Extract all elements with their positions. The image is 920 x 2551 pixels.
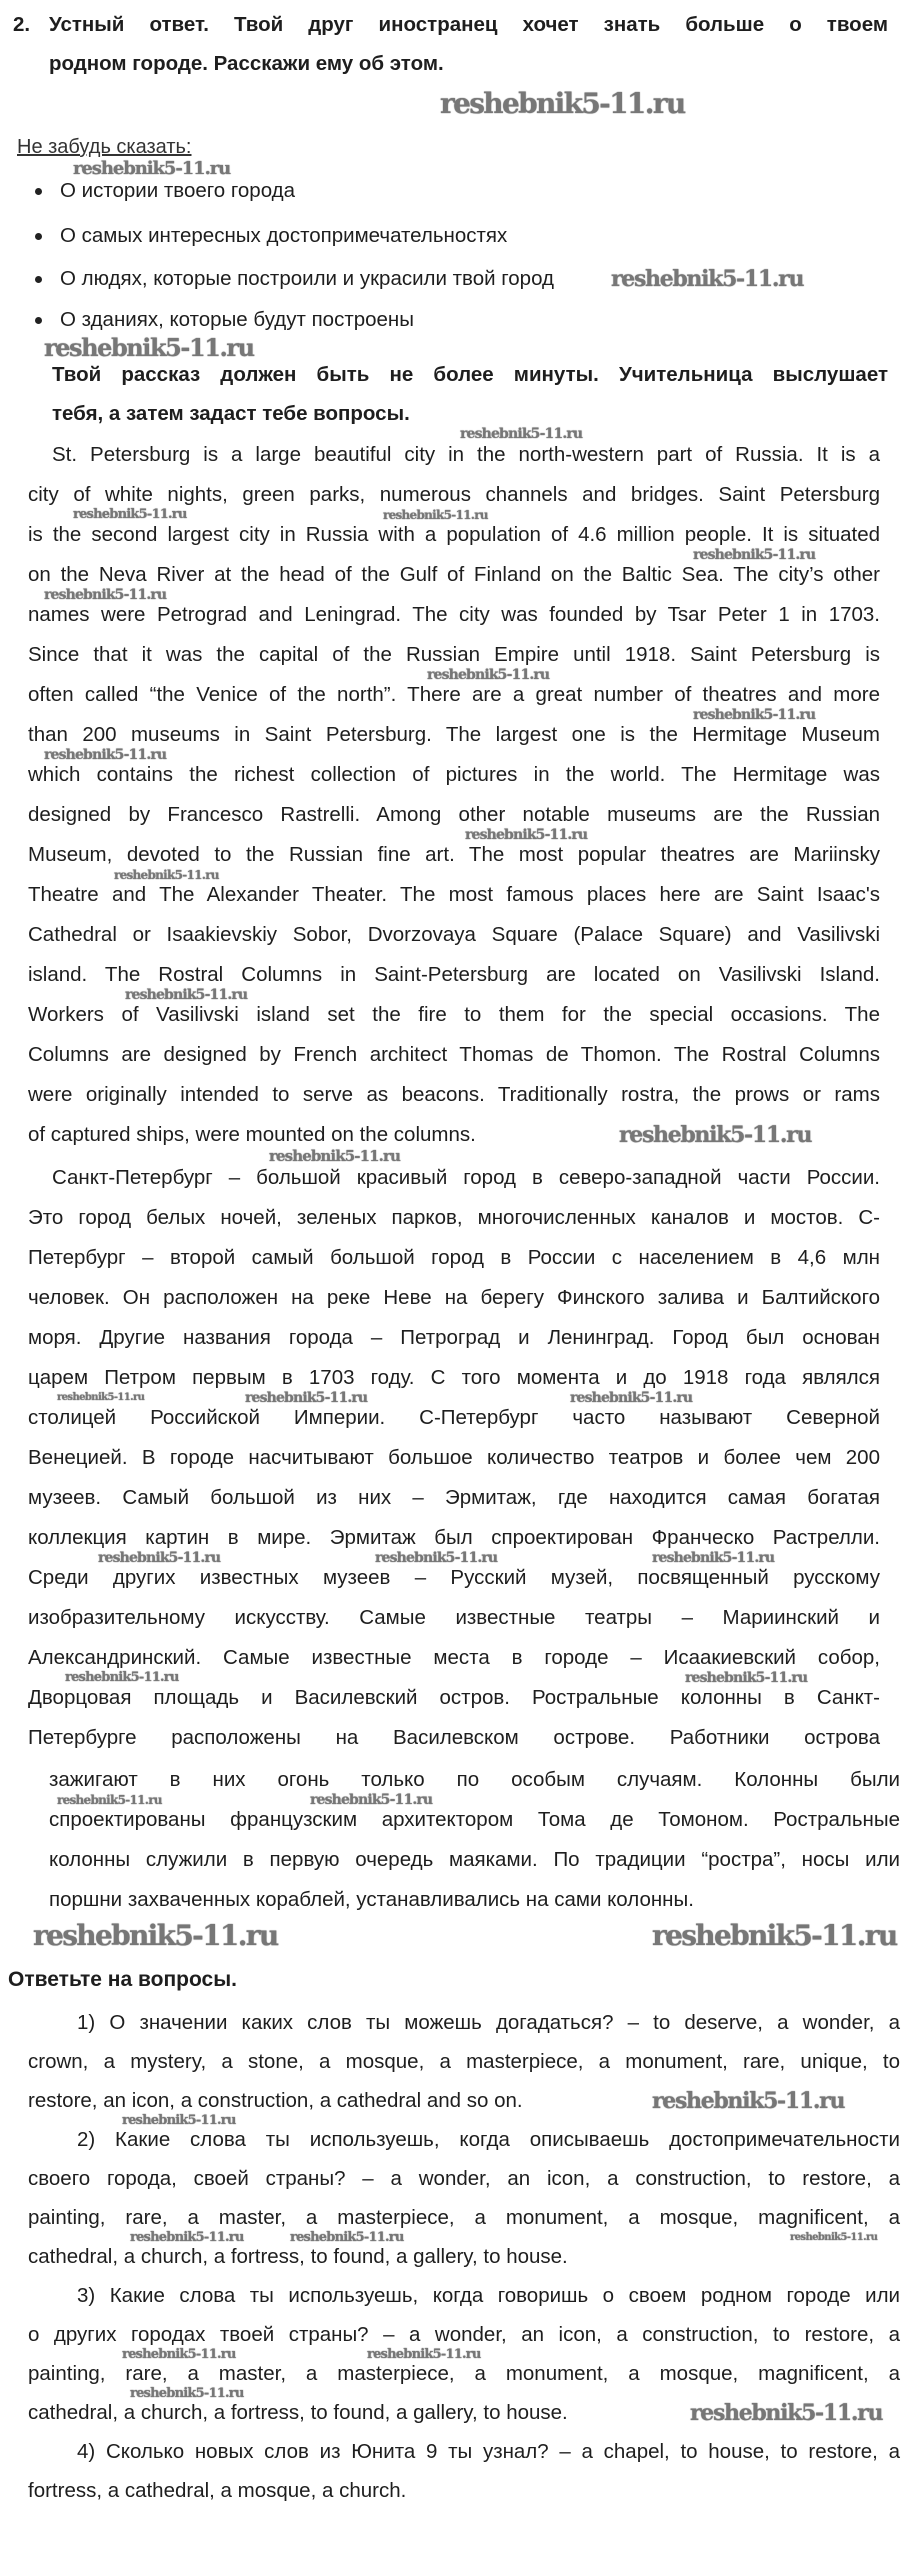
instruction-line: Твой рассказ должен быть не более минуты. Учительница выслушает (52, 363, 888, 386)
english-text-line: city of white nights, green parks, numerous channels and bridges. Saint Petersburg (28, 483, 880, 506)
watermark-logo: reshebnik5-11.ru (619, 1122, 812, 1148)
watermark-logo: reshebnik5-11.ru (33, 1919, 278, 1952)
watermark-logo: reshebnik5-11.ru (114, 868, 219, 882)
watermark-logo: reshebnik5-11.ru (57, 1392, 145, 1403)
russian-text-line: Санкт-Петербург – большой красивый город в северо-западной части России. (52, 1166, 880, 1189)
english-text-line: designed by Francesco Rastrelli. Among other notable museums are the Russian (28, 803, 880, 826)
english-text-line: were originally intended to serve as beacons. Traditionally rostra, the prows or rams (28, 1083, 880, 1106)
english-text-line: which contains the richest collection of pictures in the world. The Hermitage was (28, 763, 880, 786)
watermark-logo: reshebnik5-11.ru (427, 667, 550, 683)
watermark-logo: reshebnik5-11.ru (693, 547, 816, 563)
watermark-logo: reshebnik5-11.ru (690, 2400, 883, 2426)
watermark-logo: reshebnik5-11.ru (685, 1670, 808, 1686)
question-line: painting, rare, a master, a masterpiece, a monument, a mosque, magnificent, a (28, 2362, 900, 2385)
watermark-logo: reshebnik5-11.ru (652, 2088, 845, 2114)
russian-text-line: Это город белых ночей, зеленых парков, многочисленных каналов и мостов. С- (28, 1206, 880, 1229)
english-text-line: of captured ships, were mounted on the columns. (28, 1123, 476, 1146)
english-text-line: is the second largest city in Russia with a population of 4.6 million people. It is situated (28, 523, 880, 546)
watermark-logo: reshebnik5-11.ru (73, 158, 231, 179)
russian-text-line: Венецией. В городе насчитывают большое количество театров и более чем 200 (28, 1446, 880, 1469)
question-line: 2) Какие слова ты используешь, когда описываешь достопримечательности (77, 2128, 900, 2151)
question-line: 1) О значении каких слов ты можешь догадаться? – to deserve, a wonder, a (77, 2011, 900, 2034)
watermark-logo: reshebnik5-11.ru (693, 707, 816, 723)
russian-text-line: коллекция картин в мире. Эрмитаж был спроектирован Франческо Растрелли. (28, 1526, 880, 1549)
watermark-logo: reshebnik5-11.ru (122, 2347, 236, 2362)
question-line: cathedral, a church, a fortress, to found, a gallery, to house. (28, 2245, 568, 2268)
watermark-logo: reshebnik5-11.ru (375, 1550, 498, 1566)
question-line: restore, an icon, a construction, a cathedral and so on. (28, 2089, 523, 2112)
watermark-logo: reshebnik5-11.ru (130, 2230, 244, 2245)
instruction-line: тебя, а затем задаст тебе вопросы. (52, 402, 410, 425)
watermark-logo: reshebnik5-11.ru (367, 2347, 481, 2362)
russian-text-line: царем Петром первым в 1703 году. С того момента и до 1918 года являлся (28, 1366, 880, 1389)
reminder-label: Не забудь сказать: (17, 136, 192, 158)
watermark-logo: reshebnik5-11.ru (460, 426, 583, 442)
watermark-logo: reshebnik5-11.ru (130, 2386, 244, 2401)
watermark-logo: reshebnik5-11.ru (125, 987, 248, 1003)
russian-text-line: поршни захваченных кораблей, устанавливались на сами колонны. (49, 1888, 694, 1911)
bullet-icon (35, 233, 42, 240)
watermark-logo: reshebnik5-11.ru (611, 266, 804, 292)
watermark-logo: reshebnik5-11.ru (440, 87, 685, 120)
russian-text-line: столицей Российской Империи. С-Петербург часто называют Северной (28, 1406, 880, 1429)
english-text-line: often called “the Venice of the north”. There are a great number of theatres and more (28, 683, 880, 706)
watermark-logo: reshebnik5-11.ru (44, 333, 254, 362)
bullet-icon (35, 188, 42, 195)
watermark-logo: reshebnik5-11.ru (383, 508, 488, 522)
watermark-logo: reshebnik5-11.ru (570, 1390, 693, 1406)
questions-heading: Ответьте на вопросы. (8, 1968, 237, 1991)
bullet-icon (35, 276, 42, 283)
reminder-bullet-item: О зданиях, которые будут построены (60, 308, 414, 331)
bullet-icon (35, 317, 42, 324)
english-text-line: Columns are designed by French architect Thomas de Thomon. The Rostral Columns (28, 1043, 880, 1066)
watermark-logo: reshebnik5-11.ru (245, 1390, 368, 1406)
question-line: своего города, своей страны? – a wonder, an icon, a construction, to restore, a (28, 2167, 900, 2190)
watermark-logo: reshebnik5-11.ru (98, 1550, 221, 1566)
russian-text-line: человек. Он расположен на реке Неве на берегу Финского залива и Балтийского (28, 1286, 880, 1309)
task-title-line: Устный ответ. Твой друг иностранец хочет знать больше о твоем (49, 13, 888, 36)
watermark-logo: reshebnik5-11.ru (44, 587, 167, 603)
english-text-line: Since that it was the capital of the Russian Empire until 1918. Saint Petersburg is (28, 643, 880, 666)
watermark-logo: reshebnik5-11.ru (65, 1670, 179, 1685)
russian-text-line: Среди других известных музеев – Русский музей, посвященный русскому (28, 1566, 880, 1589)
english-text-line: on the Neva River at the head of the Gulf of Finland on the Baltic Sea. The city’s other (28, 563, 880, 586)
watermark-logo: reshebnik5-11.ru (790, 2232, 878, 2243)
russian-text-line: моря. Другие названия города – Петроград и Ленинград. Город был основан (28, 1326, 880, 1349)
english-text-line: Cathedral or Isaakievskiy Sobor, Dvorzovaya Square (Palace Square) and Vasilivski (28, 923, 880, 946)
english-text-line: names were Petrograd and Leningrad. The city was founded by Tsar Peter 1 in 1703. (28, 603, 880, 626)
watermark-logo: reshebnik5-11.ru (310, 1792, 433, 1808)
english-text-line: island. The Rostral Columns in Saint-Petersburg are located on Vasilivski Island. (28, 963, 880, 986)
russian-text-line: Александринский. Самые известные места в городе – Исаакиевский собор, (28, 1646, 880, 1669)
watermark-logo: reshebnik5-11.ru (290, 2230, 404, 2245)
russian-text-line: зажигают в них огонь только по особым случаям. Колонны были (49, 1768, 900, 1791)
question-line: о других городах твоей страны? – a wonder, an icon, a construction, to restore, a (28, 2323, 900, 2346)
english-text-line: Theatre and The Alexander Theater. The most famous places here are Saint Isaac's (28, 883, 880, 906)
english-text-line: Museum, devoted to the Russian fine art. The most popular theatres are Mariinsky (28, 843, 880, 866)
russian-text-line: спроектированы французским архитектором Тома де Томоном. Ростральные (49, 1808, 900, 1831)
english-text-line: St. Petersburg is a large beautiful city in the north-western part of Russia. It is a (52, 443, 880, 466)
question-line: 4) Сколько новых слов из Юнита 9 ты узнал? – a chapel, to house, to restore, a (77, 2440, 900, 2463)
watermark-logo: reshebnik5-11.ru (44, 747, 167, 763)
question-line: fortress, a cathedral, a mosque, a church. (28, 2479, 407, 2502)
watermark-logo: reshebnik5-11.ru (652, 1550, 775, 1566)
reminder-bullet-item: О истории твоего города (60, 179, 296, 202)
watermark-logo: reshebnik5-11.ru (57, 1793, 162, 1807)
question-line: crown, a mystery, a stone, a mosque, a masterpiece, a monument, rare, unique, to (28, 2050, 900, 2073)
russian-text-line: музеев. Самый большой из них – Эрмитаж, где находится самая богатая (28, 1486, 880, 1509)
task-number: 2. (13, 13, 31, 36)
task-title-line: родном городе. Расскажи ему об этом. (49, 52, 444, 75)
english-text-line: Workers of Vasilivski island set the fire to them for the special occasions. The (28, 1003, 880, 1026)
russian-text-line: колонны служили в первую очередь маяками. По традиции “ростра”, носы или (49, 1848, 900, 1871)
russian-text-line: Дворцовая площадь и Василевский остров. Ростральные колонны в Санкт- (28, 1686, 880, 1709)
question-line: 3) Какие слова ты используешь, когда говоришь о своем родном городе или (77, 2284, 900, 2307)
russian-text-line: Петербурге расположены на Василевском острове. Работники острова (28, 1726, 880, 1749)
watermark-logo: reshebnik5-11.ru (652, 1919, 897, 1952)
russian-text-line: изобразительному искусству. Самые известные театры – Мариинский и (28, 1606, 880, 1629)
russian-text-line: Петербург – второй самый большой город в России с населением в 4,6 млн (28, 1246, 880, 1269)
reminder-bullet-item: О людях, которые построили и украсили твой город (60, 267, 554, 290)
watermark-logo: reshebnik5-11.ru (465, 827, 588, 843)
english-text-line: than 200 museums in Saint Petersburg. The largest one is the Hermitage Museum (28, 723, 880, 746)
question-line: painting, rare, a master, a masterpiece, a monument, a mosque, magnificent, a (28, 2206, 900, 2229)
reminder-bullet-item: О самых интересных достопримечательностях (60, 224, 508, 247)
watermark-logo: reshebnik5-11.ru (269, 1147, 400, 1165)
watermark-logo: reshebnik5-11.ru (122, 2113, 236, 2128)
question-line: cathedral, a church, a fortress, to found, a gallery, to house. (28, 2401, 568, 2424)
watermark-logo: reshebnik5-11.ru (73, 507, 187, 522)
